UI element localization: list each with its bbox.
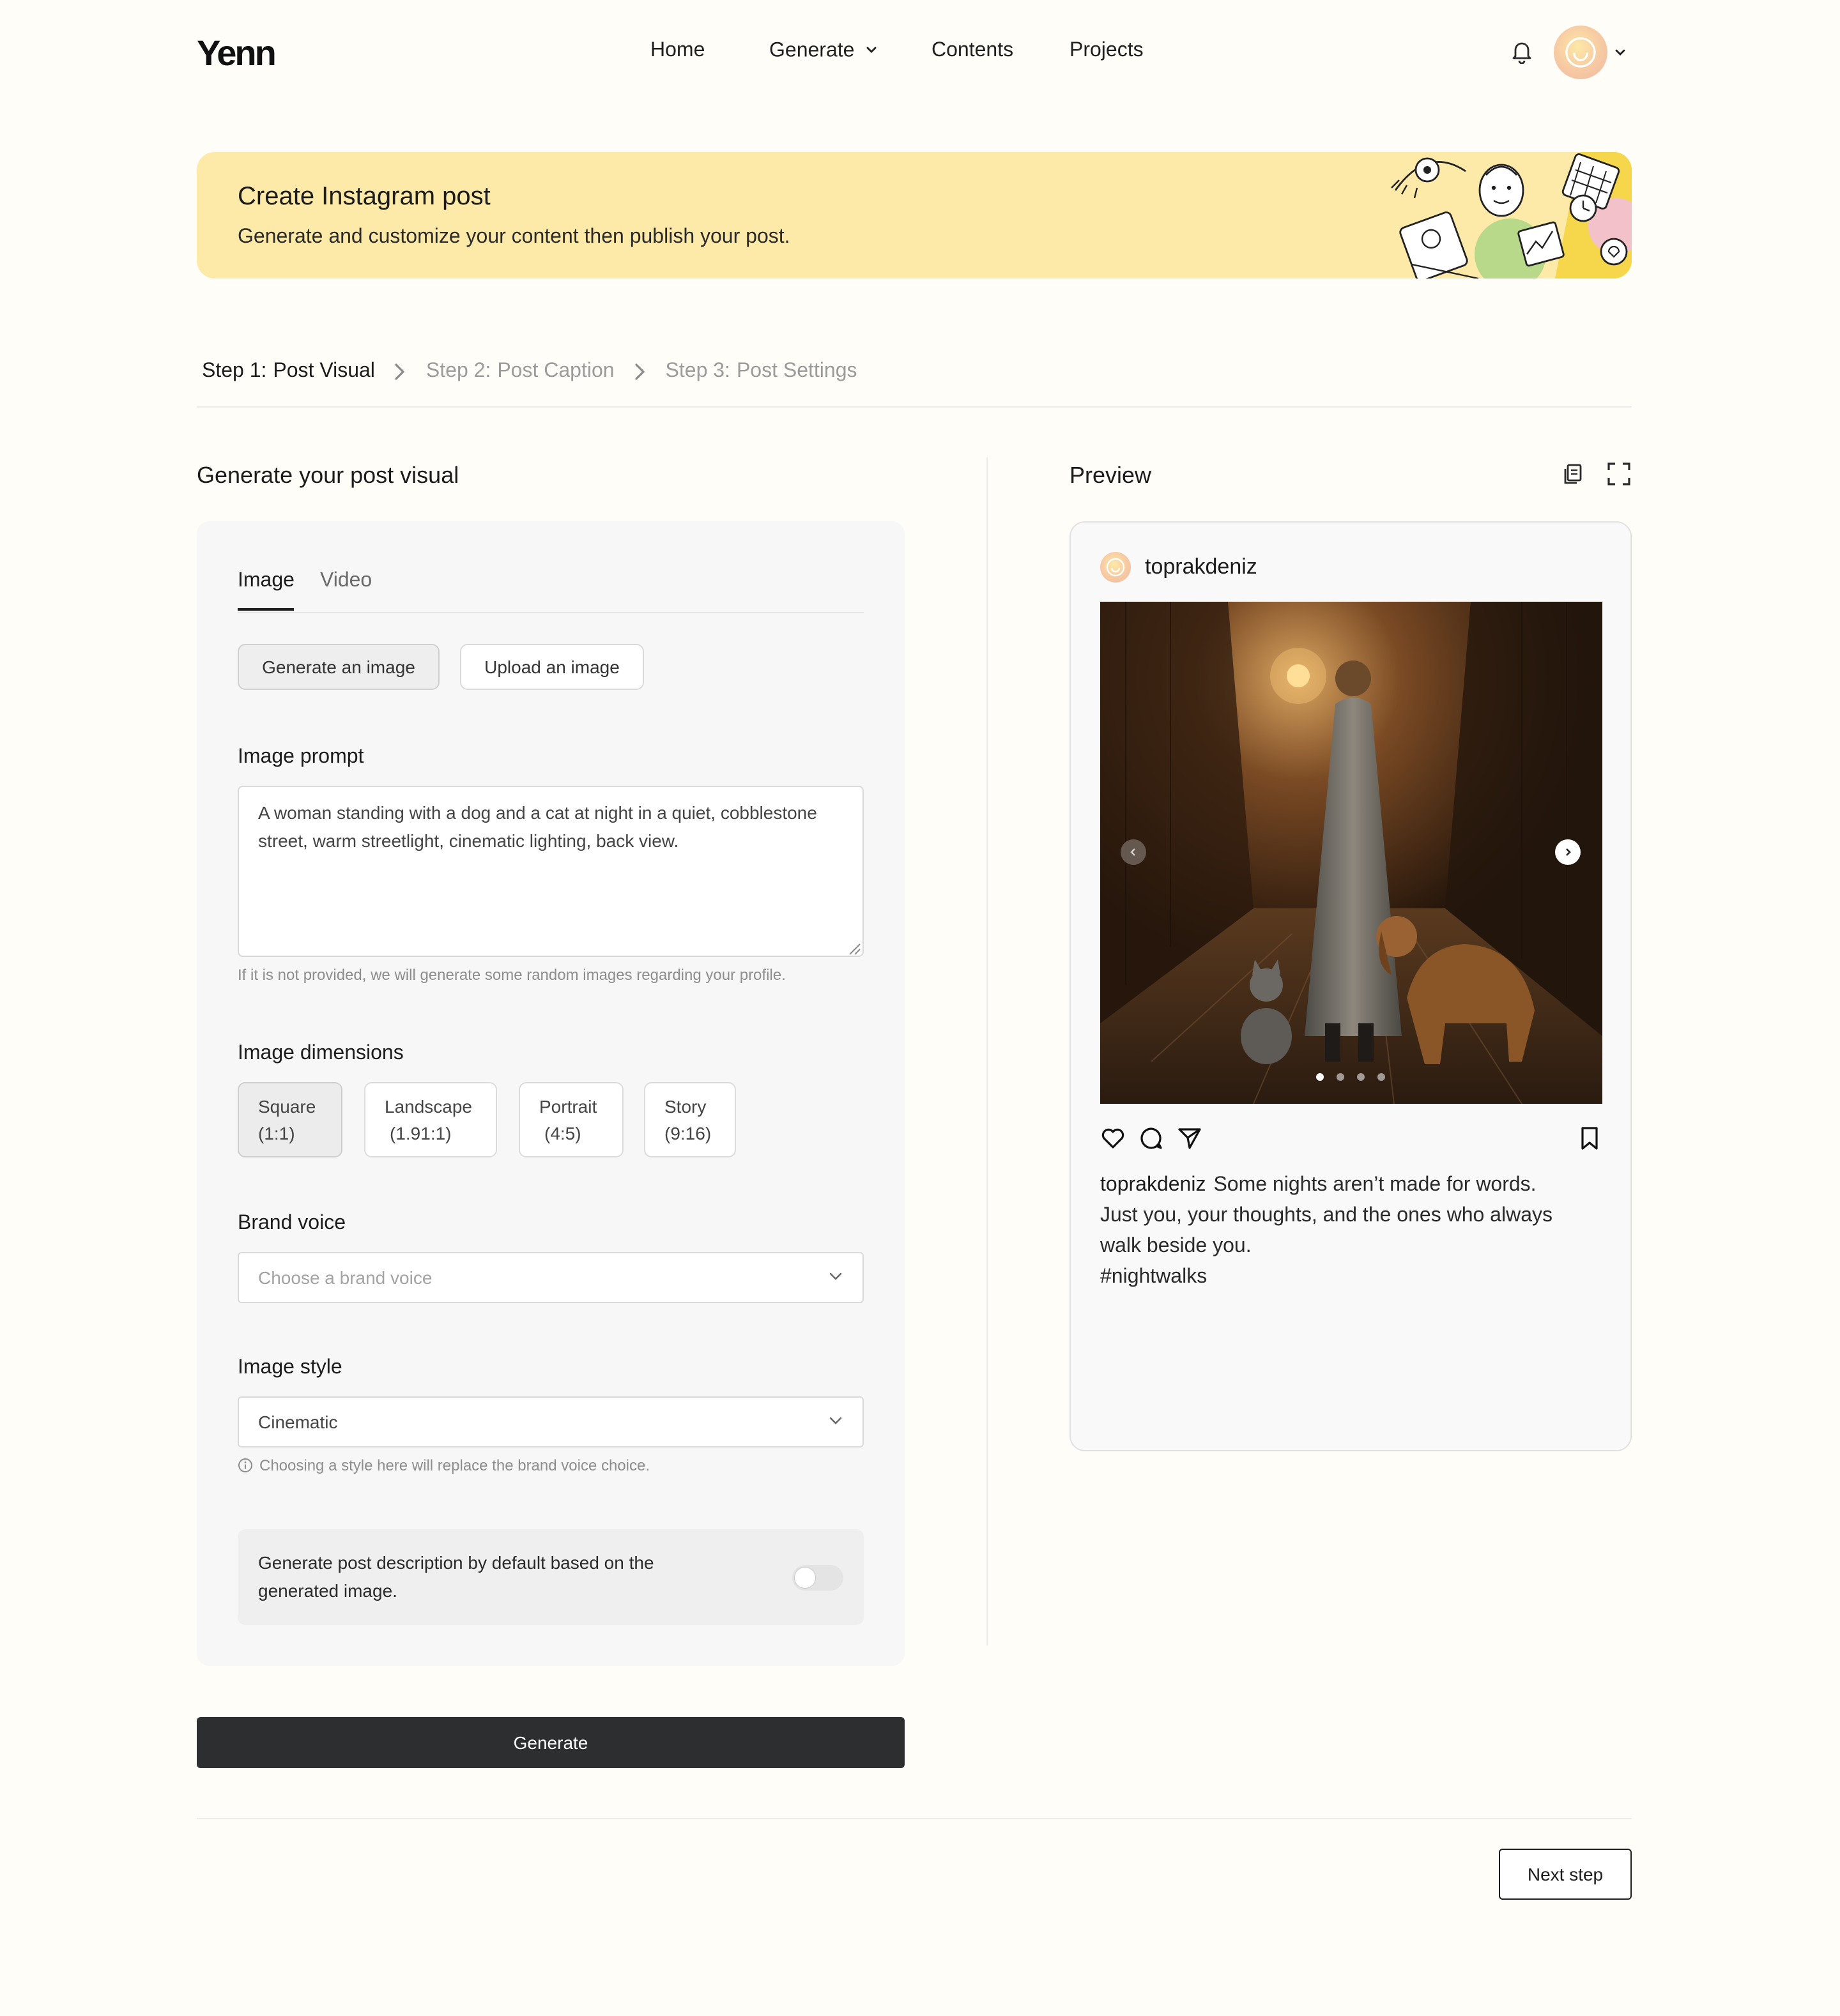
page-banner xyxy=(197,152,1632,279)
description-toggle[interactable] xyxy=(792,1565,843,1591)
dimensions-label: Image dimensions xyxy=(238,1042,404,1064)
carousel-next-button[interactable] xyxy=(1555,839,1581,865)
nav-projects[interactable]: Projects xyxy=(1070,40,1144,61)
brand-voice-select[interactable] xyxy=(238,1252,864,1303)
comment-icon[interactable] xyxy=(1138,1126,1164,1151)
column-divider xyxy=(986,457,988,1646)
tab-image[interactable]: Image xyxy=(238,570,295,611)
dimension-ratio: (9:16) xyxy=(664,1123,712,1143)
caption-line: Just you, your thoughts, and the ones who always xyxy=(1100,1205,1552,1226)
footer-divider xyxy=(197,1818,1632,1819)
chevron-left-icon xyxy=(1128,847,1138,857)
next-step-button[interactable]: Next step xyxy=(1499,1849,1632,1900)
toggle-label: Generate post description by default based on the generated image. xyxy=(258,1552,654,1601)
upload-image-button[interactable]: Upload an image xyxy=(460,644,644,690)
send-icon[interactable] xyxy=(1177,1126,1202,1151)
dimension-name: Story xyxy=(664,1096,707,1117)
dimension-square[interactable] xyxy=(238,1082,342,1157)
step-2-number: Step 2: xyxy=(425,360,491,382)
avatar xyxy=(1100,552,1131,583)
banner-illustration xyxy=(1389,152,1632,279)
image-style-value: Cinematic xyxy=(258,1412,338,1432)
chevron-right-icon xyxy=(393,363,408,381)
nav-generate-label: Generate xyxy=(769,40,855,62)
brand-voice-label: Brand voice xyxy=(238,1212,346,1234)
step-3-label: Post Settings xyxy=(736,360,857,382)
carousel-dot[interactable] xyxy=(1337,1073,1344,1081)
resize-handle-icon[interactable] xyxy=(846,939,861,962)
generate-image-button[interactable]: Generate an image xyxy=(238,644,440,690)
style-hint-text: Choosing a style here will replace the brand voice choice. xyxy=(259,1456,650,1474)
chevron-down-icon xyxy=(828,1267,843,1288)
carousel-dots xyxy=(1316,1073,1385,1081)
dimension-portrait[interactable] xyxy=(519,1082,624,1157)
preview-heading: Preview xyxy=(1070,462,1152,488)
media-tabs xyxy=(238,570,372,611)
caption-line: Some nights aren’t made for words. xyxy=(1213,1174,1537,1196)
carousel-dot[interactable] xyxy=(1316,1073,1324,1081)
chevron-down-icon xyxy=(865,40,878,63)
image-prompt-label: Image prompt xyxy=(238,746,364,768)
logo[interactable]: Yenn xyxy=(197,33,275,73)
section-heading: Generate your post visual xyxy=(197,462,459,488)
copy-icon[interactable] xyxy=(1560,461,1586,493)
dimension-ratio: (1.91:1) xyxy=(390,1123,452,1143)
nav-home[interactable]: Home xyxy=(650,40,705,61)
info-icon xyxy=(238,1458,253,1473)
prompt-hint: If it is not provided, we will generate some random images regarding your profile. xyxy=(238,966,786,984)
step-2[interactable] xyxy=(426,360,615,383)
dimension-ratio: (1:1) xyxy=(258,1123,295,1143)
carousel-dot[interactable] xyxy=(1357,1073,1365,1081)
caption-username: toprakdeniz xyxy=(1100,1174,1206,1196)
dimension-name: Landscape xyxy=(385,1096,473,1117)
chevron-right-icon xyxy=(632,363,648,381)
chevron-right-icon xyxy=(1563,847,1573,857)
post-image xyxy=(1100,602,1602,1104)
tab-video[interactable]: Video xyxy=(319,570,372,592)
generate-button[interactable]: Generate xyxy=(197,1717,905,1768)
caption-hashtag: #nightwalks xyxy=(1100,1266,1208,1288)
stepper xyxy=(202,360,857,383)
instagram-preview-card xyxy=(1070,521,1632,1451)
style-hint xyxy=(238,1456,650,1474)
dimension-story[interactable] xyxy=(644,1082,736,1157)
banner-subtitle: Generate and customize your content then publish your post. xyxy=(238,226,790,248)
step-1[interactable] xyxy=(202,360,375,383)
image-style-select[interactable] xyxy=(238,1396,864,1447)
dimension-landscape[interactable] xyxy=(364,1082,497,1157)
image-style-label: Image style xyxy=(238,1357,342,1378)
step-2-label: Post Caption xyxy=(497,360,615,382)
carousel-dot[interactable] xyxy=(1377,1073,1385,1081)
toggle-knob xyxy=(795,1568,815,1588)
divider xyxy=(197,406,1632,408)
bell-icon[interactable] xyxy=(1509,38,1535,64)
carousel-prev-button[interactable] xyxy=(1121,839,1146,865)
brand-voice-placeholder: Choose a brand voice xyxy=(258,1267,433,1288)
step-3-number: Step 3: xyxy=(665,360,730,382)
avatar[interactable] xyxy=(1554,26,1607,79)
post-caption xyxy=(1100,1170,1605,1293)
image-prompt-input[interactable]: A woman standing with a dog and a cat at night in a quiet, cobblestone street, warm streetlight, cinematic lighting, back view. xyxy=(238,786,864,957)
avatar-chevron-down-icon[interactable] xyxy=(1614,42,1627,65)
description-toggle-row xyxy=(238,1529,864,1625)
banner-title: Create Instagram post xyxy=(238,183,491,211)
tabs-divider xyxy=(238,612,864,613)
chevron-down-icon xyxy=(828,1412,843,1432)
expand-icon[interactable] xyxy=(1606,461,1632,493)
dimension-name: Square xyxy=(258,1096,316,1117)
nav-generate[interactable] xyxy=(769,40,878,63)
step-1-number: Step 1: xyxy=(202,360,267,382)
bookmark-icon[interactable] xyxy=(1577,1126,1602,1157)
post-actions xyxy=(1100,1126,1202,1151)
dimension-ratio: (4:5) xyxy=(544,1123,581,1143)
dimension-name: Portrait xyxy=(539,1096,597,1117)
caption-line: walk beside you. xyxy=(1100,1235,1252,1257)
heart-icon[interactable] xyxy=(1100,1126,1126,1151)
nav-contents[interactable]: Contents xyxy=(931,40,1014,61)
step-1-label: Post Visual xyxy=(273,360,375,382)
step-3[interactable] xyxy=(666,360,857,383)
preview-username: toprakdeniz xyxy=(1145,554,1257,579)
